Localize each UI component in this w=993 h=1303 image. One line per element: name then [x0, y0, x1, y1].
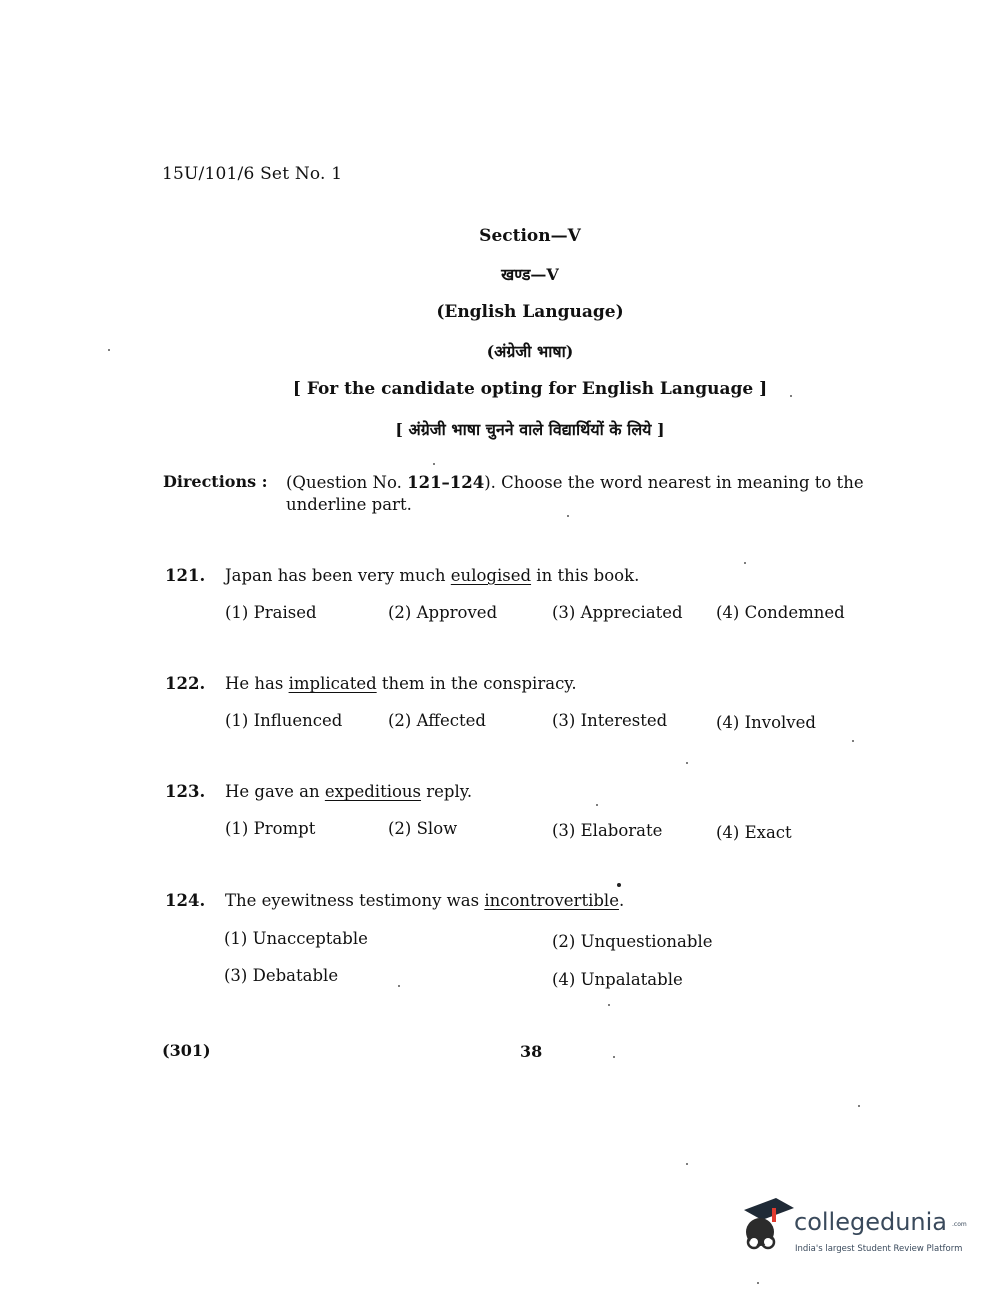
logo-tagline: India's largest Student Review Platform: [795, 1244, 963, 1254]
opting-note-hi: [ अंग्रेजी भाषा चुनने वाले विद्यार्थियों के लिये ]: [395, 420, 665, 439]
option-2: (2) Slow: [388, 819, 458, 838]
option-1: (1) Prompt: [225, 819, 316, 838]
scan-speck: [617, 883, 621, 887]
scan-speck: [398, 985, 400, 987]
section-title-hi: खण्ड—V: [501, 265, 559, 284]
scan-speck: [744, 562, 746, 564]
scan-speck: [596, 804, 598, 806]
underlined-word: expeditious: [324, 782, 422, 801]
question-text-post: in this book.: [531, 566, 640, 585]
scan-speck: [108, 349, 110, 351]
option-3: (3) Interested: [552, 711, 668, 730]
question-text: [225, 566, 639, 585]
option-4: (4) Unpalatable: [552, 970, 683, 989]
underlined-word: implicated: [288, 674, 377, 693]
language-title-hi: (अंग्रेजी भाषा): [486, 342, 574, 361]
option-3: (3) Debatable: [224, 966, 339, 985]
question-number: 124.: [165, 891, 206, 910]
question-text-pre: He has: [225, 674, 289, 693]
question-number: 122.: [165, 674, 206, 693]
option-4: (4) Exact: [716, 823, 792, 842]
question-text-post: them in the conspiracy.: [376, 674, 577, 693]
question-text-pre: The eyewitness testimony was: [225, 891, 485, 910]
logo-dotcom: .com: [952, 1221, 967, 1228]
page-number: 38: [520, 1042, 543, 1061]
option-1: (1) Unacceptable: [224, 929, 368, 948]
scan-speck: [433, 463, 435, 465]
option-1: (1) Praised: [225, 603, 317, 622]
question-text: [225, 782, 472, 801]
question-number: 123.: [165, 782, 206, 801]
scan-speck: [686, 762, 688, 764]
option-1: (1) Influenced: [225, 711, 343, 730]
scan-speck: [686, 1163, 688, 1165]
option-3: (3) Appreciated: [552, 603, 683, 622]
option-2: (2) Approved: [388, 603, 498, 622]
paper-code: 15U/101/6 Set No. 1: [162, 164, 343, 184]
scan-speck: [608, 1004, 610, 1006]
question-text: [225, 891, 624, 910]
directions-label: Directions :: [163, 472, 268, 491]
scan-speck: [757, 1282, 759, 1284]
option-2: (2) Affected: [388, 711, 486, 730]
directions-range-suffix: ). Choose the word nearest in meaning to the underline part.: [286, 473, 864, 514]
scan-speck: [567, 515, 569, 517]
logo-brand-text: collegedunia: [794, 1208, 948, 1236]
opting-note-en: [ For the candidate opting for English Language ]: [292, 379, 768, 399]
question-text-post: .: [618, 891, 625, 910]
scan-speck: [852, 740, 854, 742]
question-text-pre: Japan has been very much: [225, 566, 451, 585]
directions-range: 121–124: [407, 473, 485, 492]
section-title-en: Section—V: [479, 226, 581, 246]
scan-speck: [858, 1105, 860, 1107]
underlined-word: eulogised: [450, 566, 532, 585]
option-3: (3) Elaborate: [552, 821, 663, 840]
question-number: 121.: [165, 566, 206, 585]
underlined-word: incontrovertible: [484, 891, 619, 910]
scan-speck: [790, 395, 792, 397]
directions-text: [286, 472, 906, 516]
scan-speck: [613, 1056, 615, 1058]
question-text-post: reply.: [421, 782, 473, 801]
directions-range-prefix: (Question No.: [286, 473, 408, 492]
option-4: (4) Involved: [716, 713, 816, 732]
option-4: (4) Condemned: [716, 603, 845, 622]
question-text-pre: He gave an: [225, 782, 325, 801]
language-title-en: (English Language): [436, 302, 624, 322]
option-2: (2) Unquestionable: [552, 932, 713, 951]
mascot-icon: [736, 1196, 796, 1260]
question-text: [225, 674, 577, 693]
footer-code: (301): [162, 1041, 211, 1060]
